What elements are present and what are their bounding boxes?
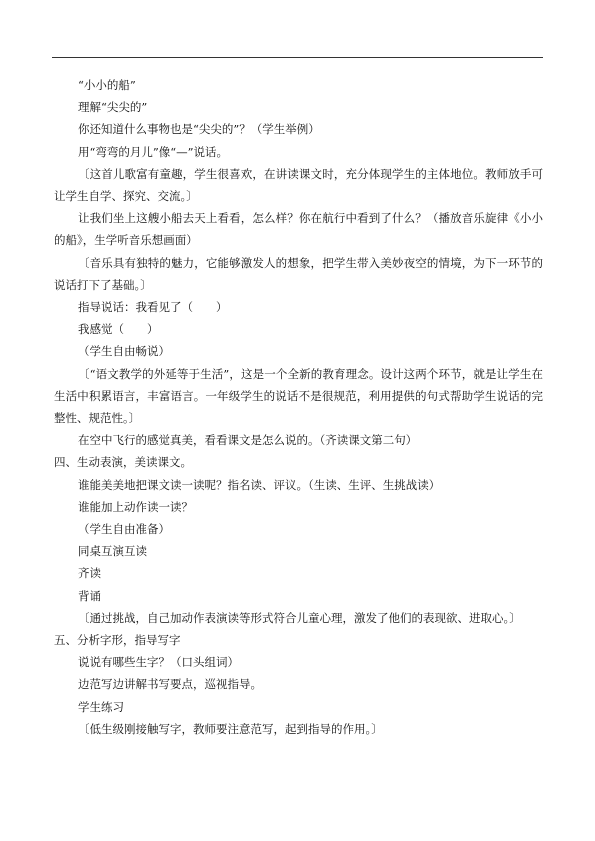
teaching-note-4: 〔通过挑战，自己加动作表演读等形式符合儿童心理，激发了他们的表现欲、进取心。〕 (78, 610, 521, 625)
paragraph-curved-moon: 用“弯弯的月儿”像“—”说话。 (78, 144, 229, 159)
paragraph-i-feel: 我感觉（ ） (78, 322, 159, 337)
teaching-note-1: 〔这首儿歌富有童趣，学生很喜欢，在讲读课文时，充分体现学生的主体地位。教师放手可让学生自学、探究、交流。〕 (54, 166, 543, 204)
paragraph-other-pointed-things: 你还知道什么事物也是“尖尖的”？（学生举例） (78, 122, 320, 137)
paragraph-little-boat: “小小的船” (78, 78, 136, 92)
header-rule (52, 57, 543, 58)
paragraph-free-speaking: （学生自由畅说） (78, 344, 170, 359)
paragraph-student-practice: 学生练习 (78, 699, 124, 714)
paragraph-demo-writing: 边范写边讲解书写要点，巡视指导。 (78, 677, 262, 692)
section-heading-4: 四、生动表演，美读课文。 (54, 455, 192, 470)
teaching-note-3: 〔“语文教学的外延等于生活”，这是一个全新的教育理念。设计这两个环节，就是让学生在生活中积累语言，丰富语言。一年级学生的说话不是很规范，利用提供的句式帮助学生说话的完整性、规范性。〕 (54, 366, 543, 426)
paragraph-flying-feeling: 在空中飞行的感觉真美，看看课文是怎么说的。（齐读课文第二句） (78, 433, 418, 448)
paragraph-free-prepare: （学生自由准备） (78, 522, 170, 537)
paragraph-who-reads: 谁能美美地把课文读一读呢？指名读、评议。（生读、生评、生挑战读） (78, 477, 441, 492)
paragraph-understand-pointed: 理解“尖尖的” (78, 100, 148, 115)
section-heading-5: 五、分析字形，指导写字 (54, 633, 181, 648)
paragraph-guided-speaking: 指导说话：我看见了（ ） (78, 300, 228, 315)
paragraph-partner-act: 同桌互演互读 (78, 544, 147, 559)
paragraph-recite: 背诵 (78, 588, 101, 603)
paragraph-new-characters: 说说有哪些生字？（口头组词） (78, 655, 239, 670)
document-body (54, 74, 543, 740)
paragraph-boat-ride: 让我们坐上这艘小船去天上看看，怎么样？你在航行中看到了什么？（播放音乐旋律《小小的船》，生学听音乐想画面） (54, 211, 543, 248)
paragraph-read-together: 齐读 (78, 566, 101, 581)
teaching-note-5: 〔低生级刚接触写字，教师要注意范写，起到指导的作用。〕 (78, 721, 383, 736)
teaching-note-2: 〔音乐具有独特的魅力，它能够激发人的想象，把学生带入美妙夜空的情境，为下一环节的说话打下了基础。〕 (54, 255, 543, 292)
paragraph-read-with-actions: 谁能加上动作读一读？ (78, 499, 193, 514)
